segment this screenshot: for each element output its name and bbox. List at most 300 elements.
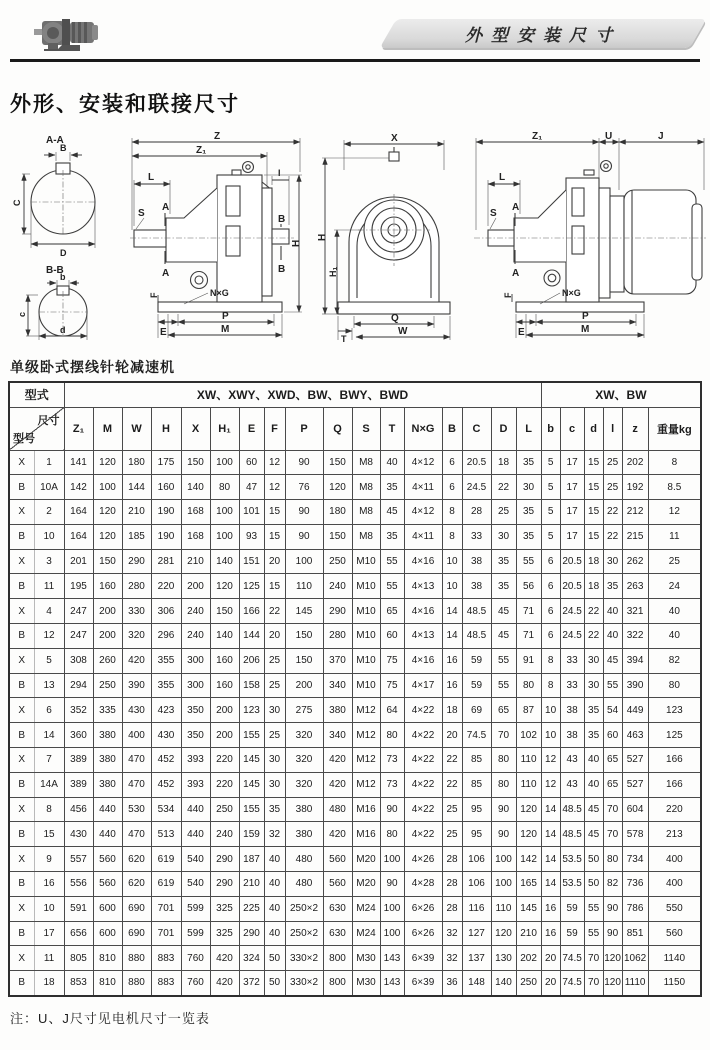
value-cell: 25 xyxy=(648,549,701,574)
dim-label-Em: E xyxy=(518,327,525,338)
value-cell: 120 xyxy=(93,500,122,525)
dim-label-S: S xyxy=(138,208,145,219)
value-cell: 4×22 xyxy=(404,797,442,822)
value-cell: 321 xyxy=(622,599,648,624)
type-cell: X xyxy=(9,450,34,475)
value-cell: 25 xyxy=(603,475,622,500)
value-cell: 141 xyxy=(64,450,93,475)
value-cell: 206 xyxy=(239,648,264,673)
value-cell: 810 xyxy=(93,946,122,971)
value-cell: 18 xyxy=(584,549,603,574)
dim-label-Am-bottom: A xyxy=(512,268,520,279)
figure-section-aa xyxy=(12,135,95,340)
value-cell: 20 xyxy=(541,971,560,996)
value-cell: 480 xyxy=(323,797,352,822)
model-cell: 14A xyxy=(34,772,64,797)
value-cell: 73 xyxy=(380,748,404,773)
value-cell: 14 xyxy=(541,797,560,822)
value-cell: 90 xyxy=(285,500,323,525)
value-cell: 15 xyxy=(584,475,603,500)
column-header: M xyxy=(93,407,122,450)
table-row xyxy=(9,872,701,897)
value-cell: 192 xyxy=(622,475,648,500)
column-header: b xyxy=(541,407,560,450)
value-cell: 6 xyxy=(442,475,462,500)
value-cell: 4×22 xyxy=(404,698,442,723)
value-cell: 4×17 xyxy=(404,673,442,698)
column-header: N×G xyxy=(404,407,442,450)
value-cell: 25 xyxy=(442,797,462,822)
value-cell: 40 xyxy=(603,599,622,624)
table-row xyxy=(9,847,701,872)
value-cell: 55 xyxy=(603,673,622,698)
model-cell: 6 xyxy=(34,698,64,723)
value-cell: 100 xyxy=(210,450,239,475)
value-cell: 389 xyxy=(64,748,93,773)
value-cell: 150 xyxy=(285,648,323,673)
page-header xyxy=(0,0,710,64)
value-cell: 247 xyxy=(64,599,93,624)
value-cell: 10 xyxy=(442,549,462,574)
type-cell: X xyxy=(9,500,34,525)
value-cell: M12 xyxy=(352,698,380,723)
model-cell: 8 xyxy=(34,797,64,822)
value-cell: 480 xyxy=(285,847,323,872)
value-cell: 213 xyxy=(648,822,701,847)
type-cell: B xyxy=(9,475,34,500)
value-cell: 4×13 xyxy=(404,574,442,599)
value-cell: 12 xyxy=(648,500,701,525)
value-cell: 4×11 xyxy=(404,524,442,549)
value-cell: 420 xyxy=(323,822,352,847)
dim-label-J: J xyxy=(658,131,664,142)
value-cell: 55 xyxy=(380,574,404,599)
value-cell: 145 xyxy=(285,599,323,624)
model-cell: 16 xyxy=(34,872,64,897)
value-cell: 440 xyxy=(93,822,122,847)
value-cell: 90 xyxy=(491,822,516,847)
value-cell: 166 xyxy=(648,748,701,773)
value-cell: 4×26 xyxy=(404,847,442,872)
value-cell: 160 xyxy=(151,475,181,500)
value-cell: 50 xyxy=(584,847,603,872)
value-cell: 160 xyxy=(93,574,122,599)
value-cell: 35 xyxy=(264,797,285,822)
value-cell: M10 xyxy=(352,574,380,599)
value-cell: 20 xyxy=(442,723,462,748)
value-cell: 10 xyxy=(442,574,462,599)
value-cell: 38 xyxy=(462,574,491,599)
value-cell: 60 xyxy=(239,450,264,475)
value-cell: 17 xyxy=(560,524,584,549)
value-cell: 1140 xyxy=(648,946,701,971)
value-cell: 164 xyxy=(64,524,93,549)
value-cell: 12 xyxy=(264,475,285,500)
table-row xyxy=(9,748,701,773)
value-cell: 440 xyxy=(93,797,122,822)
value-cell: 760 xyxy=(181,971,210,996)
value-cell: 120 xyxy=(516,822,541,847)
value-cell: 200 xyxy=(93,624,122,649)
value-cell: 40 xyxy=(648,599,701,624)
column-header: X xyxy=(181,407,210,450)
value-cell: 100 xyxy=(491,872,516,897)
value-cell: 70 xyxy=(603,797,622,822)
value-cell: 22 xyxy=(584,624,603,649)
value-cell: 14 xyxy=(541,872,560,897)
value-cell: 28 xyxy=(442,872,462,897)
value-cell: 30 xyxy=(603,549,622,574)
model-cell: 4 xyxy=(34,599,64,624)
value-cell: 4×12 xyxy=(404,500,442,525)
value-cell: 430 xyxy=(64,822,93,847)
value-cell: 25 xyxy=(603,450,622,475)
dim-label-Z1: Z₁ xyxy=(196,145,207,156)
table-row xyxy=(9,500,701,525)
value-cell: 210 xyxy=(516,921,541,946)
value-cell: 599 xyxy=(181,921,210,946)
value-cell: 6 xyxy=(442,450,462,475)
dim-label-E: E xyxy=(160,327,167,338)
value-cell: 430 xyxy=(151,723,181,748)
page-title: 外形、安装和联接尺寸 xyxy=(10,93,240,116)
value-cell: 24.5 xyxy=(560,624,584,649)
value-cell: M20 xyxy=(352,847,380,872)
model-cell: 7 xyxy=(34,748,64,773)
value-cell: 80 xyxy=(516,673,541,698)
value-cell: 5 xyxy=(541,475,560,500)
value-cell: 40 xyxy=(380,450,404,475)
value-cell: 420 xyxy=(122,648,151,673)
value-cell: 452 xyxy=(151,772,181,797)
value-cell: 55 xyxy=(584,921,603,946)
value-cell: 76 xyxy=(285,475,323,500)
value-cell: 148 xyxy=(462,971,491,996)
value-cell: 4×22 xyxy=(404,822,442,847)
value-cell: 70 xyxy=(603,822,622,847)
value-cell: 560 xyxy=(323,872,352,897)
value-cell: 201 xyxy=(64,549,93,574)
dim-label-Z: Z xyxy=(214,131,221,142)
model-cell: 2 xyxy=(34,500,64,525)
value-cell: 880 xyxy=(122,946,151,971)
value-cell: 440 xyxy=(181,797,210,822)
value-cell: 70 xyxy=(491,723,516,748)
value-cell: 560 xyxy=(93,872,122,897)
value-cell: 22 xyxy=(603,524,622,549)
value-cell: 240 xyxy=(181,624,210,649)
value-cell: 340 xyxy=(323,673,352,698)
column-header: E xyxy=(239,407,264,450)
value-cell: 55 xyxy=(491,673,516,698)
value-cell: 420 xyxy=(210,971,239,996)
value-cell: 15 xyxy=(264,524,285,549)
value-cell: 355 xyxy=(151,648,181,673)
value-cell: 32 xyxy=(264,822,285,847)
value-cell: 380 xyxy=(285,822,323,847)
value-cell: 60 xyxy=(603,723,622,748)
value-cell: 56 xyxy=(516,574,541,599)
value-cell: 38 xyxy=(560,723,584,748)
model-cell: 10A xyxy=(34,475,64,500)
value-cell: 734 xyxy=(622,847,648,872)
value-cell: 144 xyxy=(239,624,264,649)
value-cell: 20.5 xyxy=(560,549,584,574)
value-cell: M12 xyxy=(352,748,380,773)
value-cell: 456 xyxy=(64,797,93,822)
value-cell: 350 xyxy=(181,698,210,723)
dim-label-H: H xyxy=(291,239,302,247)
value-cell: 5 xyxy=(541,524,560,549)
column-header: P xyxy=(285,407,323,450)
type-cell: B xyxy=(9,921,34,946)
value-cell: 110 xyxy=(491,896,516,921)
value-cell: 120 xyxy=(603,946,622,971)
right-group-header: XW、BW xyxy=(541,382,701,407)
value-cell: 220 xyxy=(151,574,181,599)
value-cell: 240 xyxy=(181,599,210,624)
value-cell: 6×39 xyxy=(404,971,442,996)
value-cell: 35 xyxy=(584,698,603,723)
type-cell: B xyxy=(9,673,34,698)
value-cell: 805 xyxy=(64,946,93,971)
value-cell: 80 xyxy=(210,475,239,500)
value-cell: 80 xyxy=(491,772,516,797)
value-cell: 440 xyxy=(181,822,210,847)
value-cell: 140 xyxy=(210,624,239,649)
value-cell: 12 xyxy=(541,748,560,773)
value-cell: 54 xyxy=(603,698,622,723)
value-cell: 120 xyxy=(491,921,516,946)
value-cell: 202 xyxy=(622,450,648,475)
value-cell: 4×16 xyxy=(404,648,442,673)
value-cell: 220 xyxy=(210,772,239,797)
value-cell: 452 xyxy=(151,748,181,773)
value-cell: 53.5 xyxy=(560,847,584,872)
value-cell: M30 xyxy=(352,946,380,971)
value-cell: 150 xyxy=(210,599,239,624)
value-cell: 65 xyxy=(380,599,404,624)
value-cell: 1150 xyxy=(648,971,701,996)
value-cell: 656 xyxy=(64,921,93,946)
value-cell: 150 xyxy=(323,524,352,549)
value-cell: 290 xyxy=(210,872,239,897)
value-cell: 736 xyxy=(622,872,648,897)
value-cell: 290 xyxy=(122,549,151,574)
value-cell: 185 xyxy=(122,524,151,549)
column-header: 重量kg xyxy=(648,407,701,450)
column-header: d xyxy=(584,407,603,450)
column-header: L xyxy=(516,407,541,450)
value-cell: 400 xyxy=(648,872,701,897)
dim-label-W: W xyxy=(398,326,408,337)
table-row xyxy=(9,797,701,822)
value-cell: 420 xyxy=(323,772,352,797)
value-cell: 8 xyxy=(442,500,462,525)
type-cell: X xyxy=(9,847,34,872)
value-cell: 449 xyxy=(622,698,648,723)
type-cell: X xyxy=(9,896,34,921)
value-cell: M24 xyxy=(352,921,380,946)
value-cell: 560 xyxy=(648,921,701,946)
value-cell: 540 xyxy=(181,847,210,872)
value-cell: 25 xyxy=(264,723,285,748)
value-cell: 8.5 xyxy=(648,475,701,500)
value-cell: 380 xyxy=(93,748,122,773)
value-cell: 190 xyxy=(151,500,181,525)
value-cell: 281 xyxy=(151,549,181,574)
table-row xyxy=(9,450,701,475)
type-cell: B xyxy=(9,723,34,748)
value-cell: 190 xyxy=(151,524,181,549)
column-header: c xyxy=(560,407,584,450)
value-cell: 35 xyxy=(491,574,516,599)
value-cell: 1062 xyxy=(622,946,648,971)
value-cell: 145 xyxy=(516,896,541,921)
value-cell: 142 xyxy=(64,475,93,500)
value-cell: 59 xyxy=(560,896,584,921)
table-row xyxy=(9,524,701,549)
value-cell: 6×26 xyxy=(404,896,442,921)
value-cell: 95 xyxy=(462,822,491,847)
banner-title: 外型安装尺寸 xyxy=(465,26,621,45)
value-cell: 14 xyxy=(442,624,462,649)
value-cell: 95 xyxy=(462,797,491,822)
value-cell: 140 xyxy=(181,475,210,500)
value-cell: 150 xyxy=(181,450,210,475)
value-cell: 150 xyxy=(323,450,352,475)
value-cell: 393 xyxy=(181,772,210,797)
value-cell: 760 xyxy=(181,946,210,971)
value-cell: 17 xyxy=(560,450,584,475)
value-cell: 200 xyxy=(181,574,210,599)
value-cell: 200 xyxy=(210,698,239,723)
value-cell: 90 xyxy=(603,896,622,921)
value-cell: 25 xyxy=(264,673,285,698)
value-cell: 120 xyxy=(323,475,352,500)
value-cell: 463 xyxy=(622,723,648,748)
value-cell: 55 xyxy=(584,896,603,921)
value-cell: 155 xyxy=(239,797,264,822)
value-cell: 90 xyxy=(491,797,516,822)
value-cell: M12 xyxy=(352,723,380,748)
value-cell: 591 xyxy=(64,896,93,921)
value-cell: 45 xyxy=(584,797,603,822)
value-cell: 16 xyxy=(541,921,560,946)
value-cell: 210 xyxy=(239,872,264,897)
value-cell: 65 xyxy=(603,748,622,773)
value-cell: 690 xyxy=(122,921,151,946)
value-cell: 4×11 xyxy=(404,475,442,500)
type-cell: B xyxy=(9,971,34,996)
model-cell: 5 xyxy=(34,648,64,673)
value-cell: 470 xyxy=(122,772,151,797)
value-cell: 16 xyxy=(442,648,462,673)
value-cell: 160 xyxy=(210,648,239,673)
value-cell: M10 xyxy=(352,549,380,574)
value-cell: 120 xyxy=(93,450,122,475)
value-cell: 430 xyxy=(122,698,151,723)
dim-label-d: d xyxy=(60,325,66,335)
value-cell: 30 xyxy=(264,772,285,797)
value-cell: 480 xyxy=(285,872,323,897)
value-cell: 420 xyxy=(323,748,352,773)
value-cell: 164 xyxy=(64,500,93,525)
column-header: Q xyxy=(323,407,352,450)
value-cell: 24.5 xyxy=(462,475,491,500)
value-cell: 35 xyxy=(380,524,404,549)
value-cell: 22 xyxy=(603,500,622,525)
value-cell: 6×26 xyxy=(404,921,442,946)
value-cell: 263 xyxy=(622,574,648,599)
value-cell: 64 xyxy=(380,698,404,723)
value-cell: 393 xyxy=(181,748,210,773)
value-cell: 20 xyxy=(541,946,560,971)
value-cell: 24.5 xyxy=(560,599,584,624)
value-cell: 55 xyxy=(491,648,516,673)
dim-label-X: X xyxy=(391,133,398,144)
value-cell: 800 xyxy=(323,946,352,971)
value-cell: 35 xyxy=(516,450,541,475)
value-cell: 6×39 xyxy=(404,946,442,971)
value-cell: 15 xyxy=(264,574,285,599)
value-cell: 158 xyxy=(239,673,264,698)
value-cell: M30 xyxy=(352,971,380,996)
value-cell: 22 xyxy=(442,748,462,773)
model-cell: 14 xyxy=(34,723,64,748)
dim-label-H2: H xyxy=(317,233,328,241)
dim-label-NxG: N×G xyxy=(210,288,229,298)
value-cell: 335 xyxy=(93,698,122,723)
value-cell: 290 xyxy=(323,599,352,624)
value-cell: 400 xyxy=(648,847,701,872)
value-cell: 106 xyxy=(462,872,491,897)
value-cell: 102 xyxy=(516,723,541,748)
value-cell: 290 xyxy=(210,847,239,872)
table-row xyxy=(9,673,701,698)
dim-label-A-top: A xyxy=(162,202,170,213)
value-cell: 4×22 xyxy=(404,772,442,797)
value-cell: 48.5 xyxy=(560,797,584,822)
value-cell: 300 xyxy=(181,673,210,698)
value-cell: 250 xyxy=(210,797,239,822)
value-cell: 30 xyxy=(584,648,603,673)
value-cell: 48.5 xyxy=(462,624,491,649)
value-cell: M12 xyxy=(352,772,380,797)
value-cell: 45 xyxy=(491,599,516,624)
value-cell: 143 xyxy=(380,946,404,971)
value-cell: 260 xyxy=(93,648,122,673)
value-cell: 140 xyxy=(210,549,239,574)
type-cell: X xyxy=(9,599,34,624)
value-cell: 70 xyxy=(584,971,603,996)
dim-label-Pm: P xyxy=(582,311,589,322)
value-cell: 701 xyxy=(151,896,181,921)
value-cell: 168 xyxy=(181,524,210,549)
value-cell: 6 xyxy=(541,574,560,599)
value-cell: 786 xyxy=(622,896,648,921)
value-cell: 15 xyxy=(264,500,285,525)
dim-label-Q: Q xyxy=(391,313,399,324)
dim-label-U: U xyxy=(605,131,613,142)
value-cell: 4×22 xyxy=(404,748,442,773)
value-cell: 20 xyxy=(264,549,285,574)
model-cell: 18 xyxy=(34,971,64,996)
value-cell: 40 xyxy=(584,772,603,797)
value-cell: 137 xyxy=(462,946,491,971)
value-cell: 28 xyxy=(442,896,462,921)
value-cell: 290 xyxy=(239,921,264,946)
